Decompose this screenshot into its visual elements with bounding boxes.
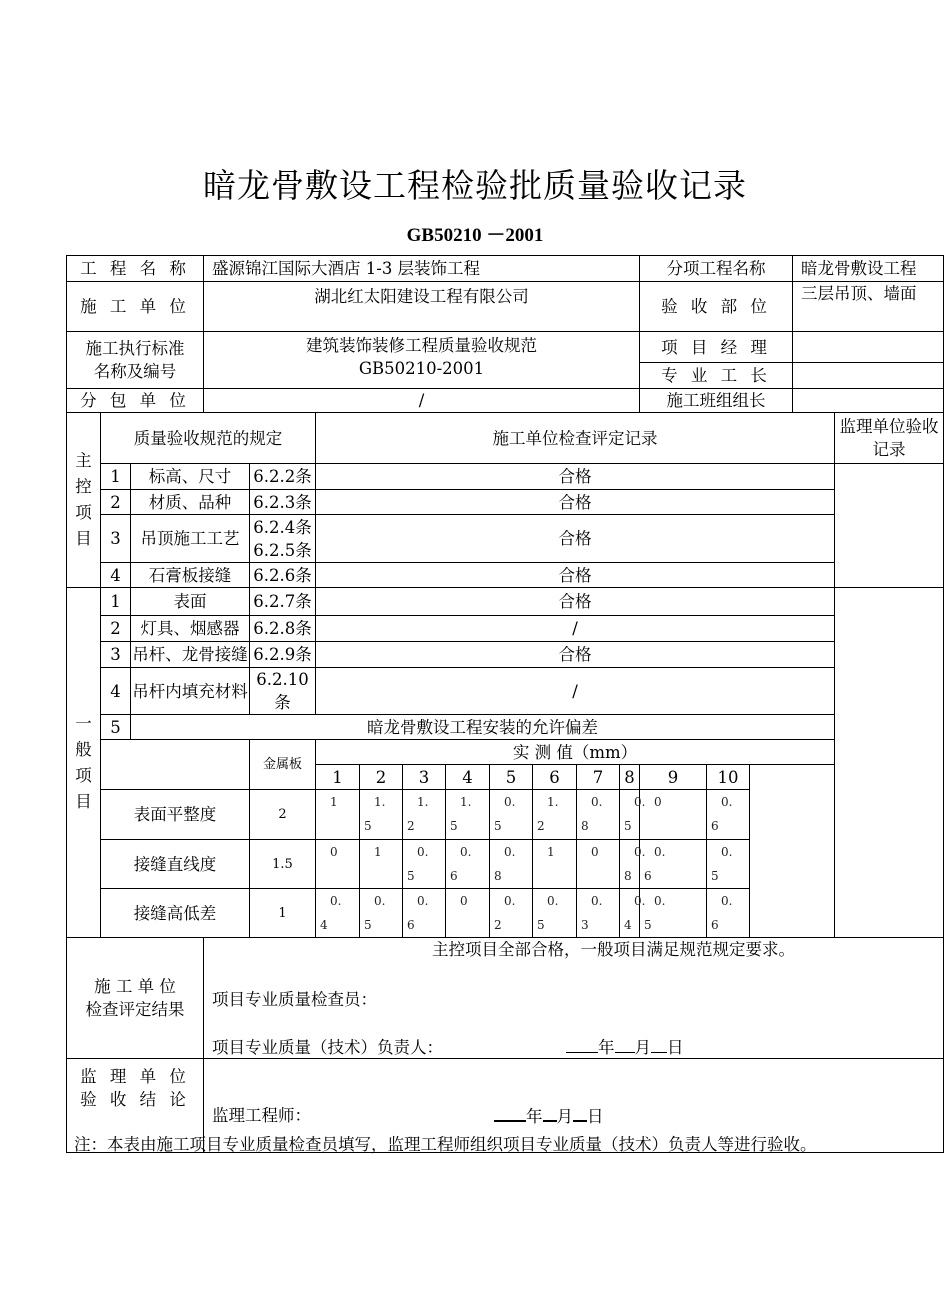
supervision-date: 年 月 日 [494,1104,604,1128]
measure-value: 0. 8 [620,840,640,889]
measure-value: 0. 6 [707,889,750,938]
result-summary: 主控项目全部合格，一般项目满足规范规定要求。 [432,940,795,959]
measure-allow: 2 [250,790,316,840]
measure-value: 0. 6 [640,840,707,889]
measure-value: 0. 8 [490,840,533,889]
mc-supervisor-cell [835,464,944,588]
measure-value: 1. 5 [446,790,490,840]
measure-value: 1 [533,840,577,889]
gen-row-clause: 6.2.10条 [250,668,316,715]
sub-project-value: 暗龙骨敷设工程 [793,256,944,282]
exec-std-label-line1: 施工执行标准 [85,339,185,358]
sub-project-label: 分项工程名称 [640,256,793,282]
mc-row-no: 3 [101,515,131,563]
measure-value: 0. 5 [620,790,640,840]
measure-value: 0 [640,790,707,840]
gen-row-clause: 6.2.7条 [250,588,316,616]
mc-row-result: 合格 [316,490,835,515]
measure-value: 1 [360,840,403,889]
measure-row [67,840,944,889]
supervision-engineer: 监理工程师： [212,1106,311,1125]
col-spec-header: 质量验收规范的规定 [101,413,316,464]
result-body [204,938,944,1059]
measure-value: 0. 5 [640,889,707,938]
exec-std-line1: 建筑装饰装修工程质量验收规范 [306,336,537,355]
supervision-label: 监 理 单 位 验 收 结 论 [67,1059,204,1153]
material-label: 金属板 [250,740,316,790]
team-leader-label: 施工班组组长 [640,389,793,413]
col-supervisor-header: 监理单位验收记录 [835,413,944,464]
exec-std-value [204,332,640,389]
measure-value: 0. 3 [577,889,620,938]
measure-name: 接缝直线度 [101,840,250,889]
footnote: 注：本表由施工项目专业质量检查员填写，监理工程师组织项目专业质量（技术）负责人等进行验收。 [74,1135,817,1154]
pm-label: 项 目 经 理 [640,332,793,363]
measure-value: 0. 4 [316,889,360,938]
measure-value: 0. 5 [490,790,533,840]
gen-row-clause: 6.2.8条 [250,616,316,642]
result-label: 施 工 单 位 检查评定结果 [67,938,204,1059]
gen-row-no: 1 [101,588,131,616]
measure-value: 0. 6 [446,840,490,889]
measure-value: 1. 5 [360,790,403,840]
general-label: 一 般 项 目 [67,588,101,938]
measure-value: 0. 6 [403,889,446,938]
mc-row-clause: 6.2.3条 [250,490,316,515]
measure-value: 0. 5 [403,840,446,889]
deviation-title: 暗龙骨敷设工程安装的允许偏差 [131,715,835,740]
gen-supervisor-cell [835,588,944,938]
gen-row-item: 吊杆内填充材料 [131,668,250,715]
mc-row-item: 石膏板接缝 [131,563,250,588]
measured-label: 实 测 值（mm） [316,740,835,765]
acceptance-part-value: 三层吊顶、墙面 [793,282,944,332]
measure-value: 0. 4 [620,889,640,938]
project-name-value: 盛源锦江国际大酒店 1-3 层装饰工程 [204,256,640,282]
exec-std-line2: GB50210-2001 [358,359,485,378]
contractor-label: 施 工 单 位 [67,282,204,332]
mc-row-no: 2 [101,490,131,515]
gen-row-clause: 6.2.9条 [250,642,316,668]
gen-row-no: 3 [101,642,131,668]
measure-name: 接缝高低差 [101,889,250,938]
gen-row-result: / [316,616,835,642]
measure-value: 0. 2 [490,889,533,938]
gen-row-item: 灯具、烟感器 [131,616,250,642]
measure-value: 0 [446,889,490,938]
result-responsible: 项目专业质量（技术）负责人： [212,1038,443,1057]
main-control-label: 主 控 项 目 [67,413,101,588]
measure-row [67,790,944,840]
gen-row-result: 合格 [316,588,835,616]
mc-row-result: 合格 [316,515,835,563]
exec-std-label-line2: 名称及编号 [93,362,177,381]
acceptance-part-label: 验 收 部 位 [640,282,793,332]
mc-row-item: 材质、品种 [131,490,250,515]
gen-row-item: 表面 [131,588,250,616]
measure-allow: 1.5 [250,840,316,889]
contractor-value: 湖北红太阳建设工程有限公司 [204,282,640,332]
measure-blank-cell [101,740,250,790]
exec-std-label [67,332,204,389]
measure-value: 0. 6 [707,790,750,840]
measure-allow: 1 [250,889,316,938]
measure-value: 0. 8 [577,790,620,840]
gen-row-result: / [316,668,835,715]
foreman-label: 专 业 工 长 [640,363,793,389]
gen-row-result: 合格 [316,642,835,668]
gen-row-item: 吊杆、龙骨接缝 [131,642,250,668]
mc-row-no: 4 [101,563,131,588]
mc-row-no: 1 [101,464,131,490]
subcontractor-value: / [204,389,640,413]
document-title: 暗龙骨敷设工程检验批质量验收记录 [203,166,747,205]
mc-row-result: 合格 [316,464,835,490]
measure-value: 0 [577,840,620,889]
measure-value: 1 [316,790,360,840]
project-name-label: 工 程 名 称 [67,256,204,282]
mc-row-item: 吊顶施工工艺 [131,515,250,563]
measure-value: 1. 2 [533,790,577,840]
deviation-no: 5 [101,715,131,740]
result-inspector: 项目专业质量检查员： [212,990,377,1009]
measure-value: 0. 5 [360,889,403,938]
mc-row-clause: 6.2.6条 [250,563,316,588]
measure-value: 0 [316,840,360,889]
mc-row-clause: 6.2.2条 [250,464,316,490]
mc-row-result: 合格 [316,563,835,588]
standard-code: GB50210 －2001 [406,225,544,246]
team-leader-value [793,389,944,413]
subcontractor-label: 分 包 单 位 [67,389,204,413]
inspection-table [66,255,944,1153]
mc-row-clause: 6.2.4条 6.2.5条 [250,515,316,563]
measure-name: 表面平整度 [101,790,250,840]
result-date: 年 月 日 [566,1036,684,1059]
measure-value: 1. 2 [403,790,446,840]
measure-value: 0. 5 [707,840,750,889]
gen-row-no: 4 [101,668,131,715]
gen-row-no: 2 [101,616,131,642]
pm-value [793,332,944,363]
measure-value: 0. 5 [533,889,577,938]
measure-row [67,889,944,938]
col-check-header: 施工单位检查评定记录 [316,413,835,464]
foreman-value [793,363,944,389]
mc-row-item: 标高、尺寸 [131,464,250,490]
points-row: 1 2 3 4 5 6 7 8 9 10 [67,765,944,790]
